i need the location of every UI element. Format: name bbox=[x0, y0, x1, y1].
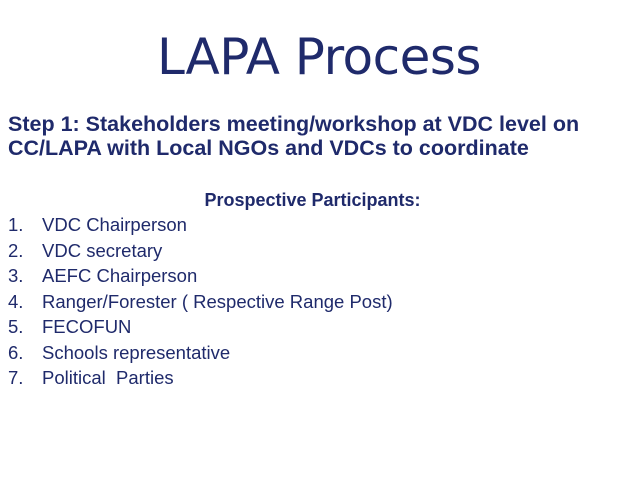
list-item bbox=[8, 263, 393, 289]
list-number: 7. bbox=[8, 367, 24, 388]
list-number: 3. bbox=[8, 265, 24, 286]
list-text: Political Parties bbox=[42, 367, 174, 388]
list-text: VDC secretary bbox=[42, 239, 163, 261]
list-number: 6. bbox=[8, 341, 24, 363]
list-item bbox=[8, 212, 393, 238]
list-text: VDC Chairperson bbox=[42, 214, 187, 235]
list-text: AEFC Chairperson bbox=[42, 265, 198, 286]
participants-heading: Prospective Participants: bbox=[204, 190, 421, 210]
list-number: 4. bbox=[8, 290, 24, 312]
step-1-text: Step 1: Stakeholders meeting/workshop at VDC level on CC/LAPA with Local NGOs and VDCs to coordinate bbox=[8, 112, 580, 160]
list-text: Ranger/Forester ( Respective Range Post) bbox=[42, 290, 393, 312]
list-item bbox=[8, 289, 393, 315]
list-item bbox=[8, 365, 393, 391]
slide-title: LAPA Process bbox=[157, 28, 481, 86]
list-item bbox=[8, 314, 393, 340]
list-number: 2. bbox=[8, 239, 24, 261]
list-number: 1. bbox=[8, 214, 24, 235]
list-item bbox=[8, 238, 393, 264]
list-text: FECOFUN bbox=[42, 316, 132, 337]
list-item bbox=[8, 340, 393, 366]
list-number: 5. bbox=[8, 316, 24, 337]
participants-list bbox=[8, 212, 393, 391]
list-text: Schools representative bbox=[42, 341, 231, 363]
